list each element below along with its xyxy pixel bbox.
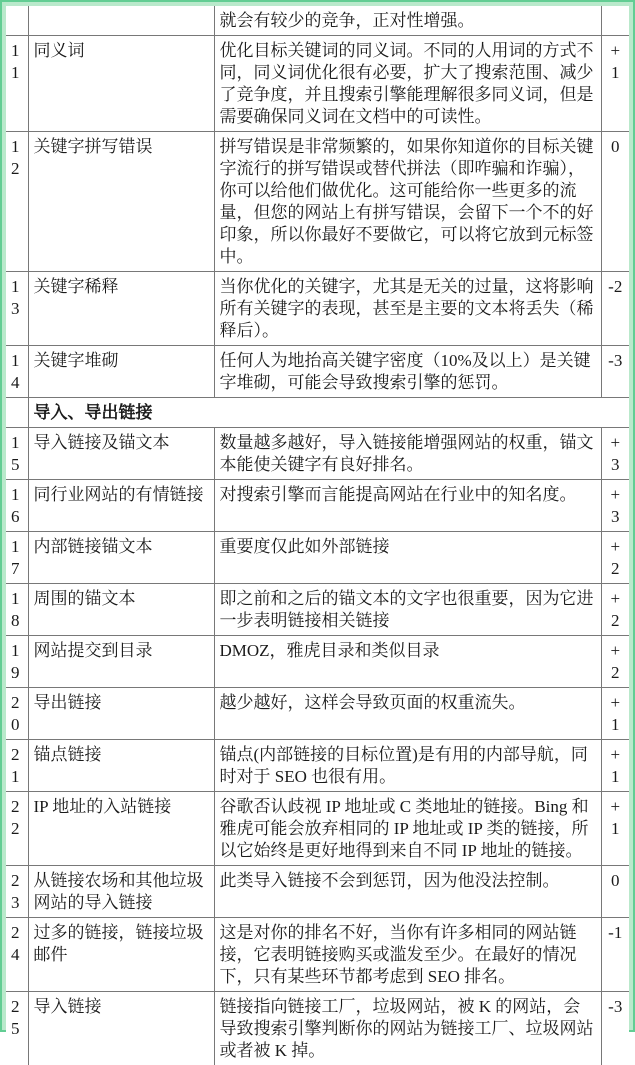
score-cell: +2 <box>601 584 629 636</box>
table-row <box>6 866 629 918</box>
score-cell: +1 <box>601 688 629 740</box>
factor-description-cell: 重要度仅此如外部链接 <box>214 532 601 584</box>
score-cell <box>601 6 629 36</box>
factor-description-cell: 数量越多越好，导入链接能增强网站的权重，锚文本能使关键字有良好排名。 <box>214 428 601 480</box>
score-cell: +2 <box>601 636 629 688</box>
row-number-cell <box>6 398 28 428</box>
factor-description-cell: 谷歌否认歧视 IP 地址或 C 类地址的链接。Bing 和雅虎可能会放弃相同的 IP 地址或 IP 类的链接，所以它始终是更好地得到来自不同 IP 地址的链接。 <box>214 792 601 866</box>
table-row <box>6 346 629 398</box>
factor-name-cell: 过多的链接，链接垃圾邮件 <box>28 918 214 992</box>
table-row <box>6 792 629 866</box>
factor-description-cell: 当你优化的关键字，尤其是无关的过量，这将影响所有关键字的表现，甚至是主要的文本将丢失（稀释后）。 <box>214 272 601 346</box>
score-cell: 0 <box>601 132 629 272</box>
table-row <box>6 36 629 132</box>
table-row <box>6 428 629 480</box>
factor-description-cell: 就会有较少的竞争，正对性增强。 <box>214 6 601 36</box>
score-cell: +3 <box>601 428 629 480</box>
score-cell: +3 <box>601 480 629 532</box>
row-number-cell <box>6 6 28 36</box>
row-number-cell: 22 <box>6 792 28 866</box>
section-header-row <box>6 398 629 428</box>
row-number-cell: 19 <box>6 636 28 688</box>
factor-name-cell: 同行业网站的有情链接 <box>28 480 214 532</box>
factor-name-cell: 从链接农场和其他垃圾网站的导入链接 <box>28 866 214 918</box>
factor-name-cell: 关键字拼写错误 <box>28 132 214 272</box>
row-number-cell: 13 <box>6 272 28 346</box>
row-number-cell: 15 <box>6 428 28 480</box>
table-row <box>6 992 629 1065</box>
row-number-cell: 17 <box>6 532 28 584</box>
table-row <box>6 532 629 584</box>
score-cell: 0 <box>601 866 629 918</box>
row-number-cell: 14 <box>6 346 28 398</box>
factor-name-cell: 关键字堆砌 <box>28 346 214 398</box>
score-cell: -1 <box>601 918 629 992</box>
row-number-cell: 18 <box>6 584 28 636</box>
score-cell: +1 <box>601 740 629 792</box>
factor-description-cell: 链接指向链接工厂，垃圾网站，被 K 的网站，会导致搜索引擎判断你的网站为链接工厂、垃圾网站或者被 K 掉。 <box>214 992 601 1065</box>
factor-description-cell: 此类导入链接不会到惩罚，因为他没法控制。 <box>214 866 601 918</box>
factor-description-cell: 即之前和之后的锚文本的文字也很重要，因为它进一步表明链接相关链接 <box>214 584 601 636</box>
factor-description-cell: DMOZ，雅虎目录和类似目录 <box>214 636 601 688</box>
table-row <box>6 740 629 792</box>
table-row <box>6 6 629 36</box>
score-cell: +1 <box>601 792 629 866</box>
table-row <box>6 918 629 992</box>
score-cell: +2 <box>601 532 629 584</box>
factor-description-cell: 任何人为地抬高关键字密度（10%及以上）是关键字堆砌，可能会导致搜索引擎的惩罚。 <box>214 346 601 398</box>
row-number-cell: 21 <box>6 740 28 792</box>
factor-name-cell <box>28 6 214 36</box>
table-row <box>6 636 629 688</box>
factor-name-cell: 关键字稀释 <box>28 272 214 346</box>
factor-name-cell: 内部链接锚文本 <box>28 532 214 584</box>
row-number-cell: 12 <box>6 132 28 272</box>
factor-description-cell: 锚点(内部链接的目标位置)是有用的内部导航，同时对于 SEO 也很有用。 <box>214 740 601 792</box>
score-cell: -3 <box>601 992 629 1065</box>
factor-name-cell: IP 地址的入站链接 <box>28 792 214 866</box>
factor-description-cell: 这是对你的排名不好，当你有许多相同的网站链接，它表明链接购买或滥发至少。在最好的情况下，只有某些环节都考虑到 SEO 排名。 <box>214 918 601 992</box>
factor-description-cell: 对搜索引擎而言能提高网站在行业中的知名度。 <box>214 480 601 532</box>
table-row <box>6 688 629 740</box>
row-number-cell: 11 <box>6 36 28 132</box>
table-row <box>6 480 629 532</box>
score-cell: -2 <box>601 272 629 346</box>
factor-name-cell: 导入链接 <box>28 992 214 1065</box>
score-cell: +1 <box>601 36 629 132</box>
factor-description-cell: 拼写错误是非常频繁的，如果你知道你的目标关键字流行的拼写错误或替代拼法（即咋骗和诈骗），你可以给他们做优化。这可能给你一些更多的流量，但您的网站上有拼写错误，会留下一个不的好印象，所以你最好不要做它，可以将它放到元标签中。 <box>214 132 601 272</box>
factor-name-cell: 同义词 <box>28 36 214 132</box>
row-number-cell: 25 <box>6 992 28 1065</box>
row-number-cell: 24 <box>6 918 28 992</box>
factor-name-cell: 锚点链接 <box>28 740 214 792</box>
table-row <box>6 272 629 346</box>
row-number-cell: 23 <box>6 866 28 918</box>
factor-name-cell: 导入链接及锚文本 <box>28 428 214 480</box>
table-row <box>6 584 629 636</box>
table-row <box>6 132 629 272</box>
seo-score-table <box>6 6 629 1065</box>
factor-description-cell: 越少越好，这样会导致页面的权重流失。 <box>214 688 601 740</box>
section-title: 导入、导出链接 <box>28 398 629 428</box>
factor-name-cell: 周围的锚文本 <box>28 584 214 636</box>
factor-name-cell: 网站提交到目录 <box>28 636 214 688</box>
factor-name-cell: 导出链接 <box>28 688 214 740</box>
factor-description-cell: 优化目标关键词的同义词。不同的人用词的方式不同，同义词优化很有必要，扩大了搜索范围、减少了竞争度，并且搜索引擎能理解很多同义词，但是需要确保同义词在文档中的可读性。 <box>214 36 601 132</box>
seo-score-table-body <box>6 6 629 1065</box>
row-number-cell: 20 <box>6 688 28 740</box>
row-number-cell: 16 <box>6 480 28 532</box>
score-cell: -3 <box>601 346 629 398</box>
